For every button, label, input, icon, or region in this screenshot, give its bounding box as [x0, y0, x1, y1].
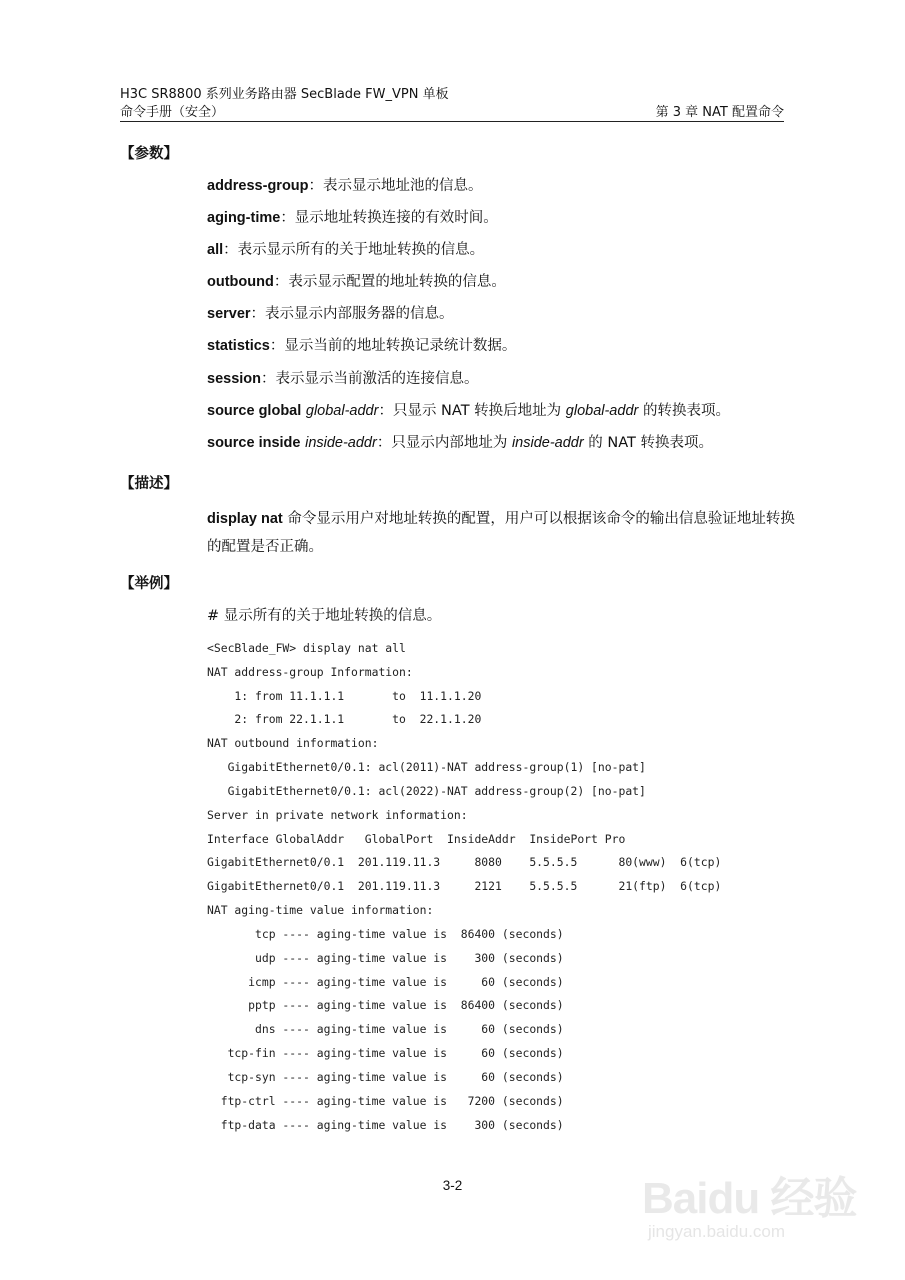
code-line: pptp ---- aging-time value is 86400 (seconds) — [207, 998, 564, 1013]
param-item: statistics：显示当前的地址转换记录统计数据。 — [207, 338, 517, 355]
header-manual-name: 命令手册（安全） — [120, 105, 225, 120]
code-line: GigabitEthernet0/0.1 201.119.11.3 8080 5.5.5.5 80(www) 6(tcp) — [207, 855, 722, 870]
watermark-url: jingyan.baidu.com — [648, 1222, 786, 1241]
code-line: 1: from 11.1.1.1 to 11.1.1.20 — [207, 688, 482, 703]
param-item: outbound：表示显示配置的地址转换的信息。 — [207, 274, 506, 291]
watermark — [630, 1140, 870, 1270]
description-paragraph — [207, 505, 797, 561]
code-line: tcp-fin ---- aging-time value is 60 (seconds) — [207, 1046, 564, 1061]
param-item: session：表示显示当前激活的连接信息。 — [207, 370, 479, 387]
code-line: ftp-data ---- aging-time value is 300 (seconds) — [207, 1117, 564, 1132]
params-list — [207, 176, 730, 465]
page-header — [120, 86, 784, 122]
code-line: <SecBlade_FW> display nat all — [207, 641, 406, 655]
page-number: 3-2 — [442, 1178, 463, 1193]
code-line: dns ---- aging-time value is 60 (seconds) — [207, 1022, 564, 1037]
watermark-logo: Baidu 经验 — [642, 1174, 857, 1223]
param-item: address-group：表示显示地址池的信息。 — [207, 178, 483, 194]
example-title: # 显示所有的关于地址转换的信息。 — [207, 608, 442, 624]
code-line: Interface GlobalAddr GlobalPort InsideAddr InsidePort Pro — [207, 831, 626, 846]
param-item: aging-time：显示地址转换连接的有效时间。 — [207, 210, 498, 227]
section-params-heading: 【参数】 — [120, 146, 178, 162]
code-line: NAT aging-time value information: — [207, 903, 434, 918]
param-item: source global global-addr：只显示 NAT 转换后地址为 global-addr 的转换表项。 — [207, 402, 730, 419]
code-line: tcp ---- aging-time value is 86400 (seconds) — [207, 926, 564, 941]
section-description-heading: 【描述】 — [120, 476, 178, 492]
code-line: ftp-ctrl ---- aging-time value is 7200 (seconds) — [207, 1093, 564, 1108]
header-title: H3C SR8800 系列业务路由器 SecBlade FW_VPN 单板 — [120, 87, 449, 102]
param-item: server：表示显示内部服务器的信息。 — [207, 306, 454, 323]
header-divider — [120, 121, 784, 122]
param-item: source inside inside-addr：只显示内部地址为 inside-addr 的 NAT 转换表项。 — [207, 434, 714, 451]
section-example-heading: 【举例】 — [120, 576, 178, 592]
code-line: Server in private network information: — [207, 807, 468, 822]
code-line: tcp-syn ---- aging-time value is 60 (seconds) — [207, 1069, 564, 1084]
code-line: GigabitEthernet0/0.1: acl(2022)-NAT address-group(2) [no-pat] — [207, 783, 646, 798]
code-line: GigabitEthernet0/0.1: acl(2011)-NAT address-group(1) [no-pat] — [207, 760, 646, 775]
code-block — [207, 638, 721, 1138]
code-line: icmp ---- aging-time value is 60 (seconds) — [207, 974, 564, 989]
code-line: udp ---- aging-time value is 300 (seconds) — [207, 950, 564, 965]
description-command: display nat — [207, 511, 283, 527]
code-line: GigabitEthernet0/0.1 201.119.11.3 2121 5.5.5.5 21(ftp) 6(tcp) — [207, 879, 722, 894]
header-chapter: 第 3 章 NAT 配置命令 — [655, 105, 784, 120]
description-text: 命令显示用户对地址转换的配置，用户可以根据该命令的输出信息验证地址转换的配置是否正确。 — [207, 511, 795, 555]
code-line: 2: from 22.1.1.1 to 22.1.1.20 — [207, 712, 482, 727]
code-line: NAT address-group Information: — [207, 664, 413, 679]
param-item: all：表示显示所有的关于地址转换的信息。 — [207, 242, 485, 259]
code-line: NAT outbound information: — [207, 736, 379, 751]
